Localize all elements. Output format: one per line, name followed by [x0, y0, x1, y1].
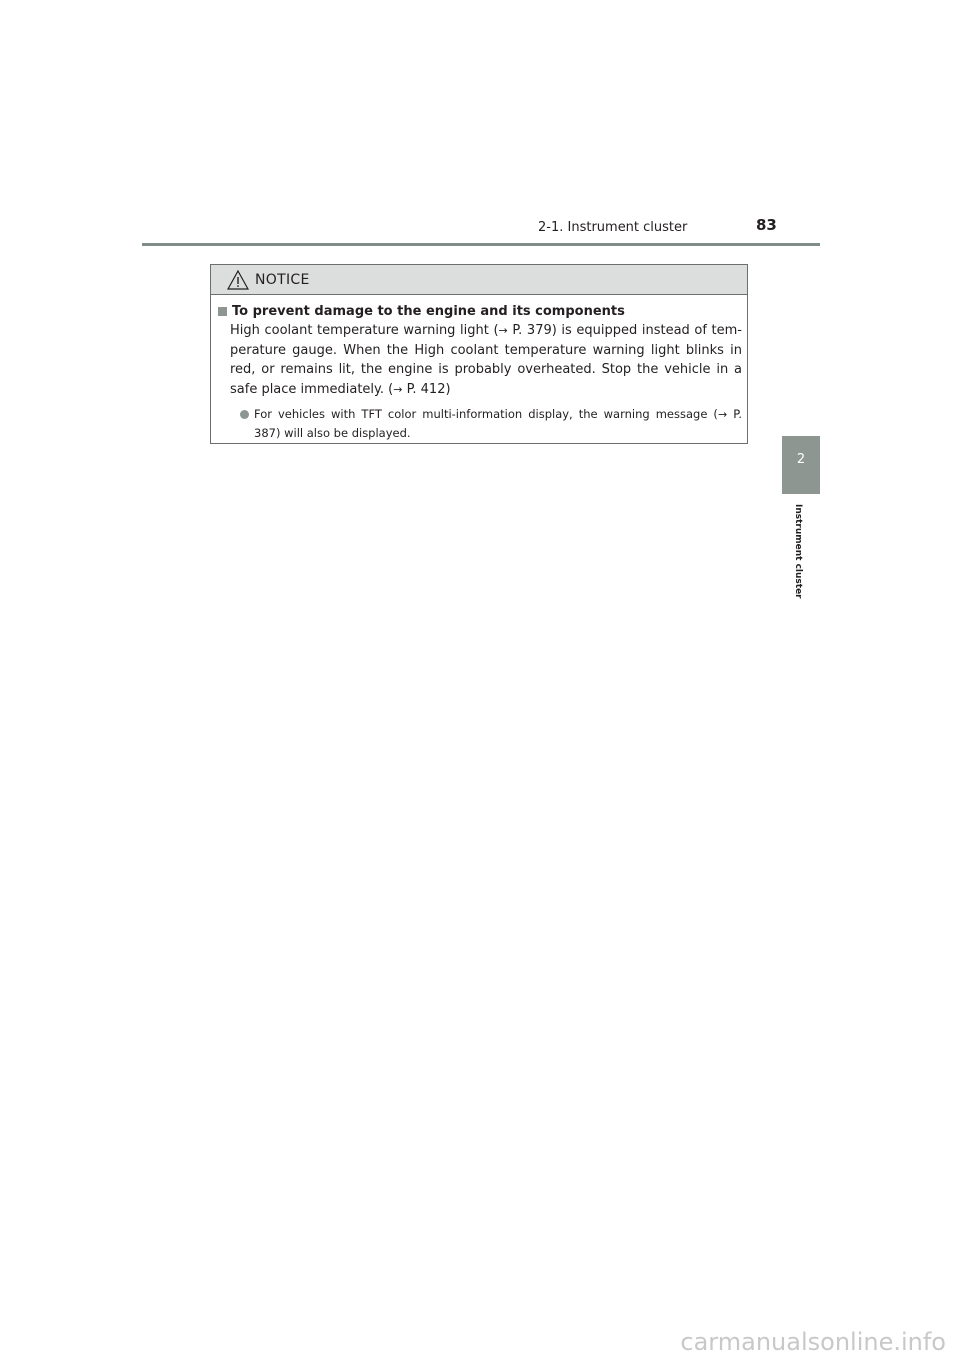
paragraph-text-ref2[interactable]: P. 412): [402, 381, 451, 397]
chapter-label: Instrument cluster: [793, 504, 803, 599]
paragraph-text: High coolant temperature warning light (: [230, 323, 499, 338]
notice-paragraph: [230, 321, 742, 399]
sub-item: [240, 405, 742, 442]
section-title: 2-1. Instrument cluster: [538, 220, 688, 235]
notice-heading-text: To prevent damage to the engine and its components: [232, 304, 625, 319]
paragraph-text-ref1[interactable]: P. 379) is equipped instead of tem-perature gauge. When the High coolant temperature warning light blinks in red, or remains lit, the engine is probably overheated. Stop the vehicle in a safe place immediately. (: [230, 323, 742, 397]
notice-header: [211, 265, 747, 295]
page-header: [0, 0, 960, 250]
chapter-tab[interactable]: 2: [782, 436, 820, 494]
notice-box: [210, 264, 748, 444]
watermark: carmanualsonline.info: [680, 1328, 946, 1356]
square-bullet-icon: [218, 307, 227, 316]
sub-text-before: For vehicles with TFT color multi-information display, the warning message (: [254, 407, 718, 421]
header-rule: [142, 243, 820, 246]
arrow-icon: →: [498, 324, 508, 337]
arrow-icon: →: [393, 382, 403, 396]
notice-body: [211, 295, 747, 442]
warning-triangle-icon: [227, 270, 249, 290]
page-number: 83: [756, 216, 777, 234]
dot-bullet-icon: [240, 410, 249, 419]
notice-heading: [218, 304, 740, 319]
sub-text-ref[interactable]: P. 387) will also be displayed.: [254, 407, 742, 440]
arrow-icon: →: [717, 408, 728, 421]
notice-title: NOTICE: [255, 271, 310, 288]
sub-item-text: [254, 405, 742, 442]
